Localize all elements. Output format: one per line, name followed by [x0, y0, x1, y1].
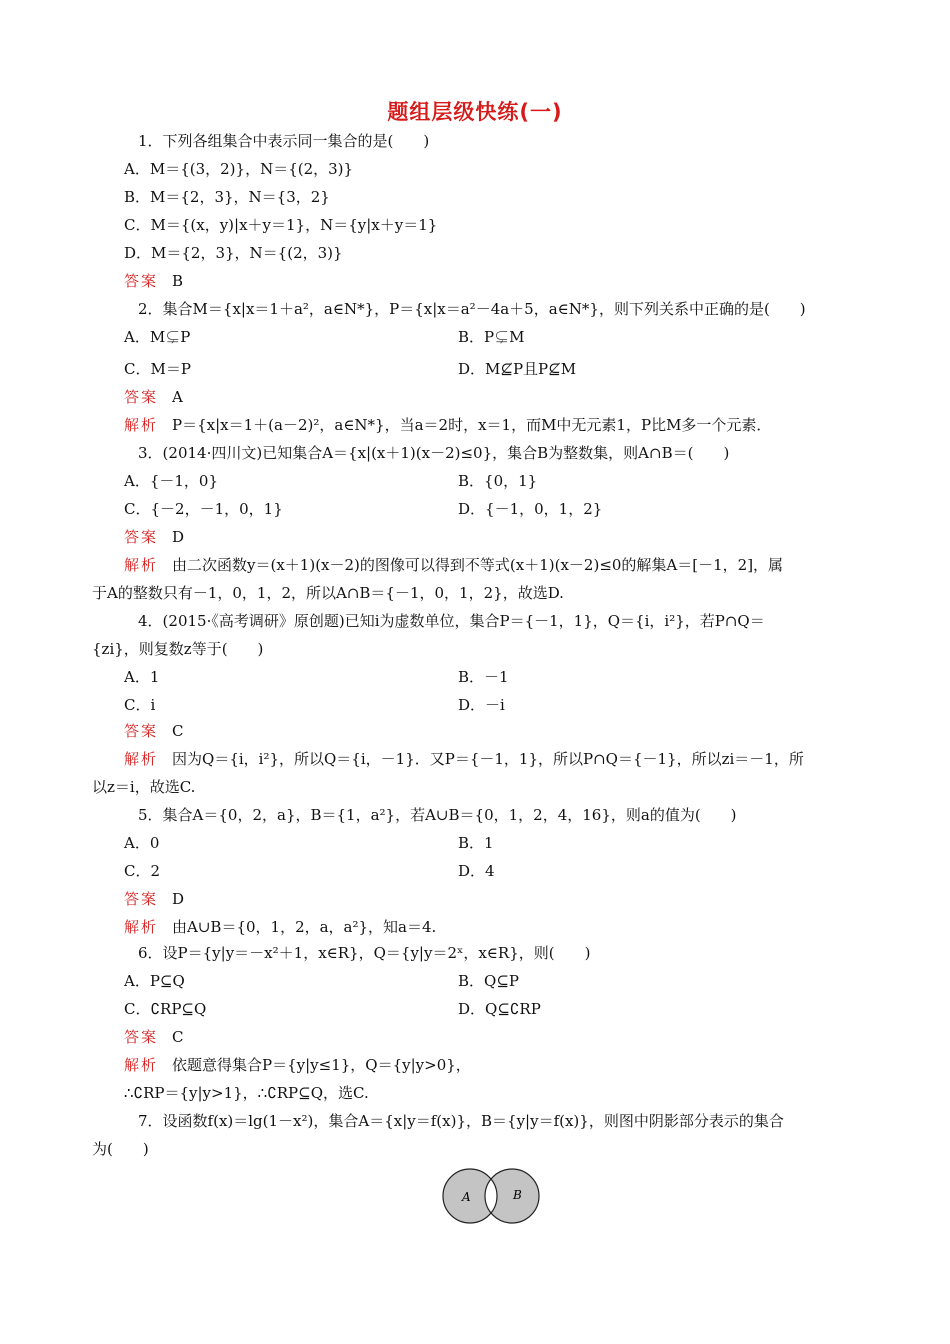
question-6-answer: [124, 1027, 184, 1047]
question-4-option-a: A．1: [124, 668, 160, 686]
question-3-option-c: C．{－2，－1，0，1}: [124, 500, 283, 518]
question-1-answer: [124, 271, 183, 291]
question-4-stem: 4．(2015·《高考调研》原创题)已知i为虚数单位，集合P＝{－1，1}，Q＝{i，i²}，若P∩Q＝: [138, 612, 765, 630]
question-5-answer: [124, 889, 184, 909]
question-4-option-d: D．－i: [458, 696, 505, 714]
question-5-option-d: D．4: [458, 862, 495, 880]
question-6-stem: 6．设P＝{y|y＝－x²＋1，x∈R}，Q＝{y|y＝2ˣ，x∈R}，则( ): [138, 944, 591, 962]
page-title: 题组层级快练(一): [387, 100, 563, 124]
explanation-label: 解析: [124, 1056, 159, 1074]
question-4-explanation: [124, 749, 804, 769]
answer-label: 答案: [124, 722, 159, 740]
question-6-option-d: D．Q⊆∁RP: [458, 1000, 541, 1018]
question-3-option-a: A．{－1，0}: [124, 472, 219, 490]
venn-label-b: B: [513, 1188, 522, 1202]
question-2-option-b: B．P⊊M: [458, 328, 525, 346]
question-6-option-c: C．∁RP⊆Q: [124, 1000, 207, 1018]
question-3-explanation: [124, 555, 783, 575]
question-4-stem-cont: {zi}，则复数z等于( ): [92, 640, 264, 658]
explanation-text: 依题意得集合P＝{y|y≤1}，Q＝{y|y>0}，: [172, 1056, 471, 1074]
question-2-option-a: A．M⊊P: [124, 328, 191, 346]
venn-shaded-regions: [443, 1169, 539, 1223]
question-2-option-c: C．M＝P: [124, 360, 191, 378]
explanation-label: 解析: [124, 556, 159, 574]
question-2-option-d: D．M⊈P且P⊈M: [458, 360, 577, 378]
question-6-option-b: B．Q⊆P: [458, 972, 519, 990]
question-5-stem: 5．集合A＝{0，2，a}，B＝{1，a²}，若A∪B＝{0，1，2，4，16}，则a的值为( ): [138, 806, 737, 824]
question-5-option-b: B．1: [458, 834, 494, 852]
explanation-text: 由二次函数y＝(x＋1)(x－2)的图像可以得到不等式(x＋1)(x－2)≤0的解集A＝[－1，2]，属: [172, 556, 784, 574]
question-5-explanation: [124, 917, 436, 937]
question-1-option-c: C．M＝{(x，y)|x＋y＝1}，N＝{y|x＋y＝1}: [124, 216, 438, 234]
answer-label: 答案: [124, 388, 159, 406]
venn-diagram: [440, 1166, 542, 1226]
answer-label: 答案: [124, 890, 159, 908]
answer-value: B: [172, 272, 184, 290]
question-1-stem: 1．下列各组集合中表示同一集合的是( ): [138, 132, 430, 150]
explanation-text: 由A∪B＝{0，1，2，a，a²}，知a＝4.: [172, 918, 437, 936]
answer-label: 答案: [124, 1028, 159, 1046]
answer-value: D: [172, 890, 185, 908]
answer-value: C: [172, 722, 184, 740]
answer-value: D: [172, 528, 185, 546]
question-3-explanation-cont: 于A的整数只有－1，0，1，2，所以A∩B＝{－1，0，1，2}，故选D.: [92, 584, 564, 602]
question-5-option-a: A．0: [124, 834, 160, 852]
question-5-option-c: C．2: [124, 862, 161, 880]
venn-label-a: A: [462, 1190, 471, 1204]
question-4-explanation-cont: 以z＝i，故选C.: [92, 778, 196, 796]
answer-label: 答案: [124, 528, 159, 546]
explanation-label: 解析: [124, 416, 159, 434]
question-6-option-a: A．P⊆Q: [124, 972, 185, 990]
question-1-option-d: D．M＝{2，3}，N＝{(2，3)}: [124, 244, 343, 262]
question-4-answer: [124, 721, 184, 741]
question-7-stem: 7．设函数f(x)＝lg(1－x²)，集合A＝{x|y＝f(x)}，B＝{y|y＝f(x)}，则图中阴影部分表示的集合: [138, 1112, 784, 1130]
question-7-stem-cont: 为( ): [92, 1140, 149, 1158]
explanation-label: 解析: [124, 918, 159, 936]
question-3-answer: [124, 527, 184, 547]
answer-value: A: [172, 388, 183, 406]
answer-value: C: [172, 1028, 184, 1046]
question-1-option-a: A．M＝{(3，2)}，N＝{(2，3)}: [124, 160, 354, 178]
question-3-option-d: D．{－1，0，1，2}: [458, 500, 603, 518]
question-2-answer: [124, 387, 183, 407]
explanation-text: 因为Q＝{i，i²}，所以Q＝{i，－1}．又P＝{－1，1}，所以P∩Q＝{－1}，所以zi＝－1，所: [172, 750, 804, 768]
answer-label: 答案: [124, 272, 159, 290]
question-4-option-c: C．i: [124, 696, 156, 714]
question-6-explanation-cont: ∴∁RP＝{y|y>1}，∴∁RP⊆Q，选C.: [124, 1084, 369, 1102]
question-2-explanation: [124, 415, 771, 435]
question-1-option-b: B．M＝{2，3}，N＝{3，2}: [124, 188, 330, 206]
explanation-text: P＝{x|x＝1＋(a－2)²，a∈N*}，当a＝2时，x＝1，而M中无元素1，P比M多一个元素．: [172, 416, 772, 434]
question-3-stem: 3．(2014·四川文)已知集合A＝{x|(x＋1)(x－2)≤0}，集合B为整数集，则A∩B＝( ): [138, 444, 730, 462]
question-3-option-b: B．{0，1}: [458, 472, 538, 490]
question-2-stem: 2．集合M＝{x|x＝1＋a²，a∈N*}，P＝{x|x＝a²－4a＋5，a∈N*}，则下列关系中正确的是( ): [138, 300, 806, 318]
question-4-option-b: B．－1: [458, 668, 509, 686]
question-6-explanation: [124, 1055, 471, 1075]
explanation-label: 解析: [124, 750, 159, 768]
